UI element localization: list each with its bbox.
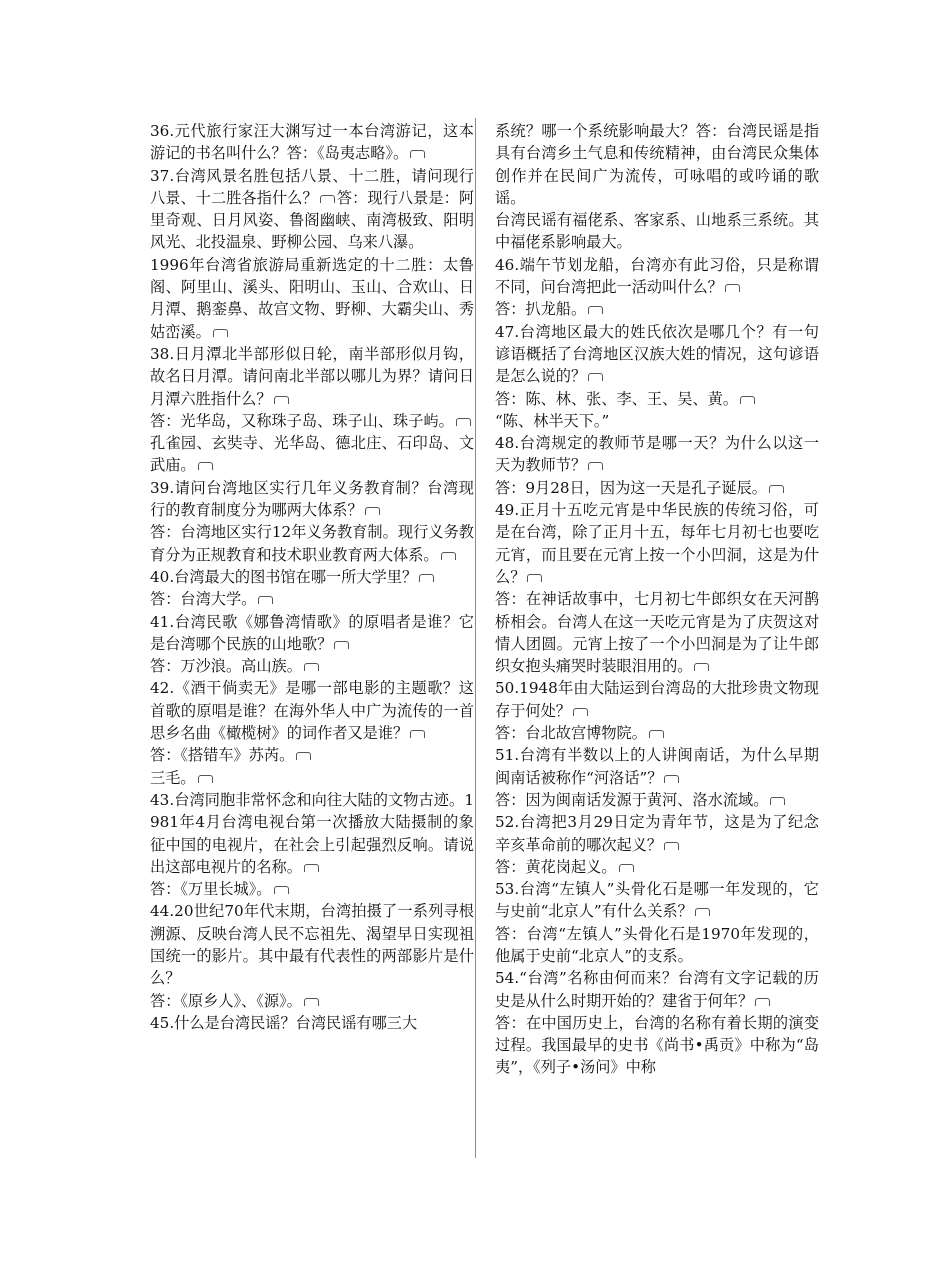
paragraph: 答：台湾“左镇人”头骨化石是1970年发现的，他属于史前“北京人”的支系。: [495, 924, 819, 965]
paragraph-mark-icon: [198, 775, 213, 783]
paragraph-mark-icon: [410, 150, 425, 158]
column-divider: [475, 118, 476, 1158]
paragraph: 答：在中国历史上，台湾的名称有着长期的演变过程。我国最早的史书《尚书•禹贡》中称为“岛夷”，《列子•汤问》中称: [495, 1013, 819, 1077]
paragraph: 51.台湾有半数以上的人讲闽南话，为什么早期闽南话被称作“河洛话”？: [495, 746, 819, 787]
paragraph: 系统？哪一个系统影响最大？答：台湾民谣是指具有台湾乡土气息和传统精神，由台湾民众集体创作并在民间广为流传，可咏唱的或吟诵的歌谣。: [495, 122, 819, 207]
paragraph: 1996年台湾省旅游局重新选定的十二胜：太鲁阁、阿里山、溪头、阳明山、玉山、合欢山、日月潭、鹅銮鼻、故宫文物、野柳、大霸尖山、秀姑峦溪。: [150, 255, 474, 341]
paragraph-mark-icon: [695, 908, 710, 916]
paragraph-mark-icon: [755, 998, 770, 1006]
paragraph: 答：陈、林、张、李、王、吴、黄。: [495, 388, 819, 410]
paragraph: 台湾民谣有福佬系、客家系、山地系三系统。其中福佬系影响最大。: [495, 211, 819, 252]
paragraph: 答：台北故宫博物院。: [495, 722, 819, 744]
paragraph-mark-icon: [725, 284, 740, 292]
paragraph: 54.“台湾”名称由何而来？台湾有文字记载的历史是从什么时期开始的？建省于何年？: [495, 969, 819, 1010]
paragraph-mark-icon: [334, 641, 349, 649]
paragraph: 答：《原乡人》、《源》。: [150, 990, 474, 1012]
paragraph-mark-icon: [694, 663, 709, 671]
paragraph: 44.20世纪70年代末期，台湾拍摄了一系列寻根溯源、反映台湾人民不忘祖先、渴望早日实现祖国统一的影片。其中最有代表性的两部影片是什么？: [150, 902, 474, 988]
paragraph-mark-icon: [769, 485, 784, 493]
paragraph-mark-icon: [740, 396, 755, 404]
paragraph-mark-icon: [588, 373, 603, 381]
paragraph: 答：扒龙船。: [495, 298, 819, 320]
paragraph-mark-icon: [770, 797, 785, 805]
paragraph: 49.正月十五吃元宵是中华民族的传统习俗，可是在台湾，除了正月十五，每年七月初七也要吃元宵，而且要在元宵上按一个小凹洞，这是为什么？: [495, 501, 819, 586]
paragraph: 37.台湾风景名胜包括八景、十二胜，请问现行八景、十二胜各指什么？ 答：现行八景是：阿里奇观、日月风姿、鲁阁幽峡、南湾极致、阳明风光、北投温泉、野柳公园、乌来八瀑。: [150, 166, 474, 252]
paragraph-mark-icon: [304, 864, 319, 872]
paragraph-mark-icon: [258, 596, 273, 604]
paragraph-mark-icon: [441, 552, 456, 560]
paragraph: 53.台湾“左镇人”头骨化石是哪一年发现的，它与史前“北京人”有什么关系？: [495, 880, 819, 921]
paragraph-mark-icon: [410, 730, 425, 738]
paragraph-mark-icon: [588, 462, 603, 470]
paragraph: 孔雀园、玄奘寺、光华岛、德北庄、石印岛、文武庙。: [150, 434, 474, 475]
paragraph: 答：《搭错车》苏芮。: [150, 744, 474, 766]
paragraph: 36.元代旅行家汪大渊写过一本台湾游记，这本游记的书名叫什么？答：《岛夷志略》。: [150, 122, 474, 163]
paragraph-mark-icon: [198, 462, 213, 470]
right-column: [495, 120, 819, 1079]
paragraph: 答：光华岛，又称珠子岛、珠子山、珠子屿。: [150, 410, 474, 432]
paragraph: “陈、林半天下。”: [495, 411, 610, 430]
paragraph: 答：黄花岗起义。: [495, 856, 819, 878]
paragraph-mark-icon: [304, 663, 319, 671]
paragraph: 答：在神话故事中，七月初七牛郎织女在天河鹊桥相会。台湾人在这一天吃元宵是为了庆贺这对情人团圆。元宵上按了一个小凹洞是为了让牛郎织女抱头痛哭时装眼泪用的。: [495, 590, 819, 676]
paragraph-mark-icon: [213, 329, 228, 337]
paragraph: 52.台湾把3月29日定为青年节，这是为了纪念辛亥革命前的哪次起义？: [495, 813, 819, 854]
paragraph: 42.《酒干倘卖无》是哪一部电影的主题歌？这首歌的原唱是谁？在海外华人中广为流传的一首思乡名曲《橄榄树》的词作者又是谁？: [150, 679, 474, 743]
paragraph-mark-icon: [664, 842, 679, 850]
paragraph-mark-icon: [664, 775, 679, 783]
paragraph: 46.端午节划龙船，台湾亦有此习俗，只是称谓不同，问台湾把此一活动叫什么？: [495, 255, 819, 297]
paragraph: 答：因为闽南话发源于黄河、洛水流域。: [495, 789, 819, 811]
paragraph-mark-icon: [274, 886, 289, 894]
paragraph-mark-icon: [573, 708, 588, 716]
paragraph: 答：万沙浪。高山族。: [150, 655, 474, 677]
left-column: [150, 120, 474, 1034]
paragraph-mark-icon: [274, 396, 289, 404]
paragraph-mark-icon: [296, 752, 311, 760]
paragraph-mark-icon: [588, 306, 603, 314]
paragraph: 47.台湾地区最大的姓氏依次是哪几个？有一句谚语概括了台湾地区汉族大姓的情况，这句谚语是怎么说的？: [495, 322, 819, 386]
paragraph-mark-icon: [649, 730, 664, 738]
paragraph: 39.请问台湾地区实行几年义务教育制？台湾现行的教育制度分为哪两大体系？: [150, 478, 474, 520]
paragraph: 41.台湾民歌《娜鲁湾情歌》的原唱者是谁？它是台湾哪个民族的山地歌？: [150, 612, 474, 653]
paragraph-mark-icon: [304, 998, 319, 1006]
paragraph: 38.日月潭北半部形似日轮，南半部形似月钩，故名日月潭。请问南北半部以哪儿为界？请问日月潭六胜指什么？: [150, 344, 474, 408]
paragraph: 答：9月28日，因为这一天是孔子诞辰。: [495, 477, 819, 499]
paragraph-mark-icon: [527, 574, 542, 582]
paragraph: 答：台湾地区实行12年义务教育制。现行义务教育分为正规教育和技术职业教育两大体系。: [150, 523, 474, 564]
paragraph: 40.台湾最大的图书馆在哪一所大学里？: [150, 566, 474, 588]
paragraph: 50.1948年由大陆运到台湾岛的大批珍贵文物现存于何处？: [495, 679, 819, 720]
paragraph: 三毛。: [150, 767, 474, 789]
paragraph: 答：《万里长城》。: [150, 878, 474, 900]
paragraph-mark-icon: [619, 864, 634, 872]
paragraph-mark-icon: [320, 195, 335, 203]
paragraph: 答：台湾大学。: [150, 588, 474, 610]
paragraph-mark-icon: [456, 418, 471, 426]
paragraph-mark-icon: [365, 507, 380, 515]
paragraph: 48.台湾规定的教师节是哪一天？为什么以这一天为教师节？: [495, 434, 819, 475]
paragraph: 45.什么是台湾民谣？台湾民谣有哪三大: [150, 1013, 418, 1032]
paragraph: 43.台湾同胞非常怀念和向往大陆的文物古迹。1981年4月台湾电视台第一次播放大陆摄制的象征中国的电视片，在社会上引起强烈反响。请说出这部电视片的名称。: [150, 790, 474, 876]
paragraph-mark-icon: [419, 574, 434, 582]
